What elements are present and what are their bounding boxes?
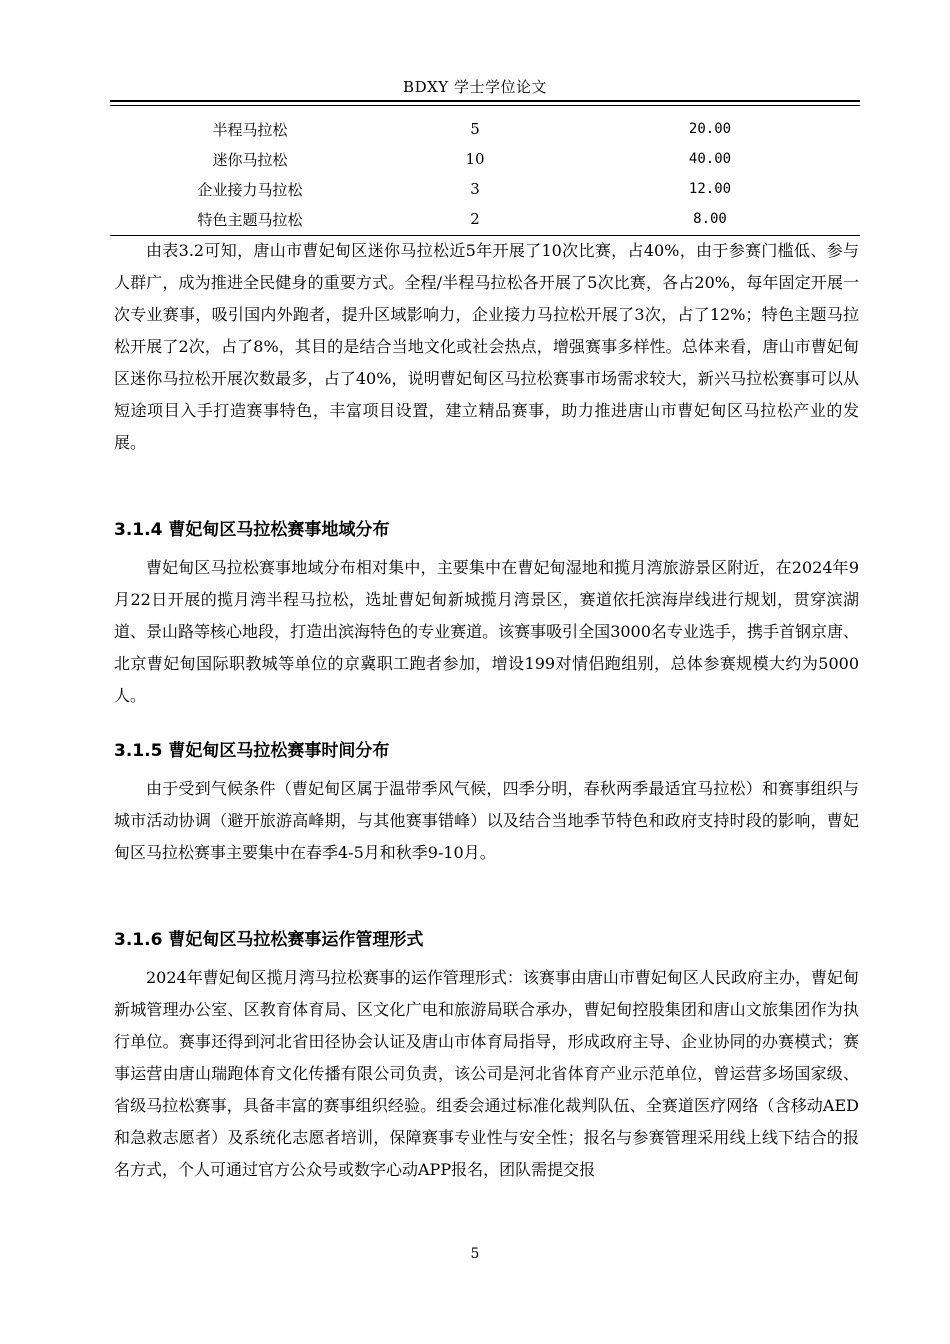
table-cell-percent: 40.00 (688, 151, 732, 167)
table-cell-percent: 20.00 (688, 121, 732, 137)
table-cell-percent: 12.00 (688, 181, 732, 197)
table-cell-count: 3 (470, 180, 480, 198)
paragraph-region-distribution: 曹妃甸区马拉松赛事地域分布相对集中，主要集中在曹妃甸湿地和揽月湾旅游景区附近，在2024年9月22日开展的揽月湾半程马拉松，选址曹妃甸新城揽月湾景区，赛道依托滨海岸线进行规划，贯穿滨湖道、景山路等核心地段，打造出滨海特色的专业赛道。该赛事吸引全国3000名专业选手，携手首钢京唐、北京曹妃甸国际职教城等单位的京冀职工跑者参加，增设199对情侣跑组别，总体参赛规模大约为5000人。 (114, 558, 859, 705)
table-cell-type: 半程马拉松 (212, 120, 288, 139)
paragraph-table-analysis: 由表3.2可知，唐山市曹妃甸区迷你马拉松近5年开展了10次比赛，占40%，由于参赛门槛低、参与人群广，成为推进全民健身的重要方式。全程/半程马拉松各开展了5次比赛，各占20%，每年固定开展一次专业赛事，吸引国内外跑者，提升区域影响力，企业接力马拉松开展了3次，占了12%；特色主题马拉松开展了2次，占了8%，其目的是结合当地文化或社会热点，增强赛事多样性。总体来看，唐山市曹妃甸区迷你马拉松开展次数最多，占了40%，说明曹妃甸区马拉松赛事市场需求较大，新兴马拉松赛事可以从短途项目入手打造赛事特色，丰富项目设置，建立精品赛事，助力推进唐山市曹妃甸区马拉松产业的发展。 (114, 241, 859, 452)
table-row (110, 204, 860, 234)
header-rule-thick (110, 100, 860, 102)
paragraph-operation-management: 2024年曹妃甸区揽月湾马拉松赛事的运作管理形式：该赛事由唐山市曹妃甸区人民政府主办，曹妃甸新城管理办公室、区教育体育局、区文化广电和旅游局联合承办，曹妃甸控股集团和唐山文旅集团作为执行单位。赛事还得到河北省田径协会认证及唐山市体育局指导，形成政府主导、企业协同的办赛模式；赛事运营由唐山瑞跑体育文化传播有限公司负责，该公司是河北省体育产业示范单位，曾运营多场国家级、省级马拉松赛事，具备丰富的赛事组织经验。组委会通过标准化裁判队伍、全赛道医疗网络（含移动AED和急救志愿者）及系统化志愿者培训，保障赛事专业性与安全性；报名与参赛管理采用线上线下结合的报名方式，个人可通过官方公众号或数字心动APP报名，团队需提交报 (114, 968, 859, 1179)
header-rule-thin (110, 105, 860, 106)
table-cell-count: 2 (470, 210, 480, 228)
page-header-title: BDXY 学士学位论文 (403, 78, 547, 96)
table-cell-type: 迷你马拉松 (212, 150, 288, 169)
table-row (110, 114, 860, 144)
table-cell-count: 10 (465, 150, 485, 168)
section-heading-3-1-5: 3.1.5 曹妃甸区马拉松赛事时间分布 (114, 741, 390, 761)
page-number: 5 (470, 1246, 480, 1262)
table-cell-type: 企业接力马拉松 (197, 180, 303, 199)
table-cell-type: 特色主题马拉松 (197, 210, 303, 229)
table-cell-count: 5 (470, 120, 480, 138)
table-cell-percent: 8.00 (693, 211, 727, 227)
section-heading-3-1-6: 3.1.6 曹妃甸区马拉松赛事运作管理形式 (114, 930, 424, 950)
marathon-stats-table (110, 114, 860, 234)
table-row (110, 144, 860, 174)
section-heading-3-1-4: 3.1.4 曹妃甸区马拉松赛事地域分布 (114, 520, 390, 540)
paragraph-time-distribution: 由于受到气候条件（曹妃甸区属于温带季风气候，四季分明，春秋两季最适宜马拉松）和赛事组织与城市活动协调（避开旅游高峰期，与其他赛事错峰）以及结合当地季节特色和政府支持时段的影响，曹妃甸区马拉松赛事主要集中在春季4-5月和秋季9-10月。 (114, 779, 859, 862)
table-row (110, 174, 860, 204)
